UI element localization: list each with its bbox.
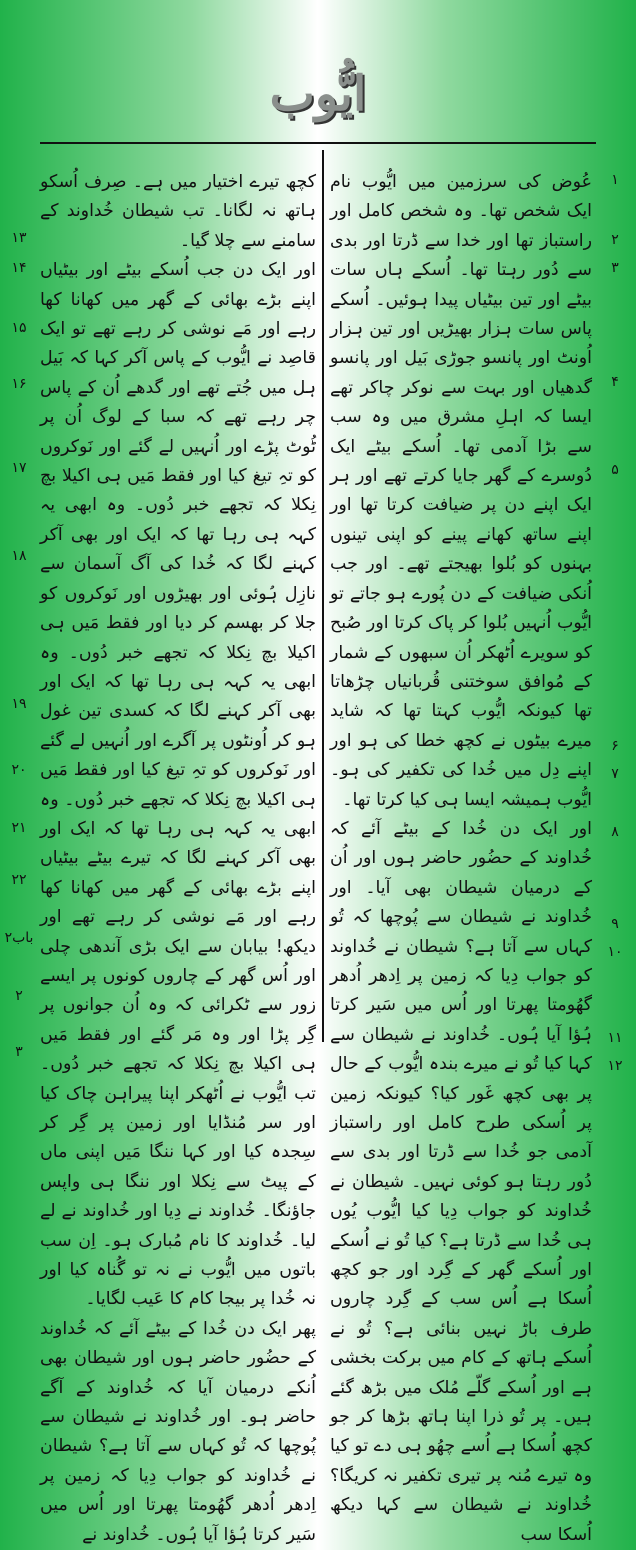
verse-number: ۸: [611, 824, 619, 840]
verse-number: ۱۶: [11, 376, 27, 392]
verse-number: ۲۲: [11, 872, 27, 888]
column-divider: [322, 150, 324, 1042]
verse-number: ۳: [15, 1044, 23, 1060]
title-rule: [40, 142, 596, 144]
paragraph: اور ایک دن جب اُسکے بیٹے اور بیٹیاں اپنے بڑے بھائی کے گھر میں کھانا کھا رہے اور مَے نوشی کر رہے تھے تو ایک قاصِد نے ایُّوب کے پاس آکر کہا کہ بَیل ہل میں جُتے تھے اور گدھے اُن کے پاس چر رہے تھے کہ سبا کے لوگ اُن پر ٹُوٹ پڑے اور اُنہیں لے گئے اور نَوکروں کو تہِ تیغ کیا اور فقط مَیں ہی اکیلا بچ نِکلا کہ تجھے خبر دُوں۔ وہ ابھی یہ کہہ ہی رہا تھا کہ ایک اور بھی آکر کہنے لگا کہ خُدا کی آگ آسمان سے نازِل ہُوئی اور بھیڑوں اور نَوکروں کو جلا کر بھسم کر دیا اور فقط مَیں ہی اکیلا بچ نِکلا کہ تجھے خبر دُوں۔ وہ ابھی یہ کہہ ہی رہا تھا کہ ایک اور بھی آکر کہنے لگا کہ کسدی تین غول ہو کر اُونٹوں پر آگرے اور اُنہیں لے گئے اور نَوکروں کو تہِ تیغ کیا اور فقط مَیں ہی اکیلا بچ نِکلا کہ تجھے خبر دُوں۔ وہ ابھی یہ کہہ ہی رہا تھا کہ ایک اور بھی آکر کہنے لگا کہ تیرے بیٹے بیٹیاں اپنے بڑے بھائی کے گھر میں کھانا کھا رہے اور مَے نوشی کر رہے تھے اور دیکھ! بیابان سے ایک بڑی آندھی چلی اور اُس گھر کے چاروں کونوں پر ایسے زور سے ٹکرائی کہ وہ اُن جوانوں پر گِر پڑا اور وہ مَر گئے اور فقط مَیں ہی اکیلا بچ نِکلا کہ تجھے خبر دُوں۔ تب ایُّوب نے اُٹھکر اپنا پیراہن چاک کیا اور سر مُنڈایا اور زمین پر گِر کر سِجدہ کیا اور کہا ننگا مَیں اپنی ماں کے پیٹ سے نِکلا اور ننگا ہی واپس جاؤنگا۔ خُداوند نے دِیا اور خُداوند نے لے لیا۔ خُداوند کا نام مُبارک ہو۔ اِن سب باتوں میں ایُّوب نے نہ تو گُناہ کیا اور نہ خُدا پر بیجا کام کا عَیب لگایا۔: [40, 260, 316, 1310]
verse-number: ۷: [611, 766, 619, 782]
verse-number: ۲: [15, 988, 23, 1004]
verse-number: ۱۴: [11, 260, 27, 276]
verse-number: ۱۳: [11, 230, 27, 246]
verse-number: ۱۰: [607, 944, 623, 960]
verse-number: ۱۲: [607, 1058, 623, 1074]
paragraph: اور ایک دن خُدا کے بیٹے آئے کہ خُداوند کے حضُور حاضر ہوں اور اُن کے درمیان شیطان بھی آیا۔ اور خُداوند نے شیطان سے پُوچھا کہ تُو کہاں سے آتا ہے؟ شیطان نے خُداوند کو جواب دِیا کہ زمین پر اِدھر اُدھر گھُومتا پھرتا اور اُس میں سَیر کرتا ہُؤا آیا ہُوں۔ خُداوند نے شیطان سے کہا کیا تُو نے میرے بندہ ایُّوب کے حال پر بھی کچھ غَور کیا؟ کیونکہ زمین پر اُسکی طرح کامل اور راستباز آدمی جو خُدا سے ڈرتا اور بدی سے دُور رہتا ہو کوئی نہیں۔ شیطان نے خُداوند کو جواب دِیا کیا ایُّوب یُوں ہی خُدا سے ڈرتا ہے؟ کیا تُو نے اُسکے اور اُسکے گھر کے گِرد اور جو کچھ اُسکا ہے اُس سب کے گِرد چاروں طرف باڑ نہیں بنائی ہے؟ تُو نے اُسکے ہاتھ کے کام میں برکت بخشی ہے اور اُسکے گلّے مُلک میں بڑھ گئے ہیں۔ پر تُو ذرا اپنا ہاتھ بڑھا کر جو کچھ اُسکا ہے اُسے چھُو ہی دے تو کیا وہ تیرے مُنہ پر تیری تکفیر نہ کریگا؟ خُداوند نے شیطان سے کہا دیکھ اُسکا سب: [329, 818, 592, 1545]
verse-number: ۱: [611, 172, 619, 188]
verse-number: ۴: [611, 374, 619, 390]
verse-number: ۵: [611, 462, 619, 478]
book-title: ایُّوب: [269, 66, 367, 122]
verse-number: ۱۵: [11, 320, 27, 336]
verse-numbers-right: [598, 168, 632, 1074]
verse-number: ۲۰: [11, 762, 27, 778]
verse-number: ۹: [611, 916, 619, 932]
verse-number: ۱۷: [11, 460, 27, 476]
verse-number: ۲: [611, 232, 619, 248]
verse-number: ۱۸: [11, 548, 27, 564]
verse-numbers-left: [2, 168, 36, 1060]
left-text-column: [40, 168, 316, 1545]
paragraph: عُوض کی سرزمین میں ایُّوب نام ایک شخص تھا۔ وہ شخص کامل اور راستباز تھا اور خدا سے ڈرتا اور بدی سے دُور رہتا تھا۔ اُسکے ہاں سات بیٹے اور تین بیٹیاں پیدا ہوئیں۔ اُسکے پاس سات ہزار بھیڑیں اور تین ہزار اُونٹ اور پانسو جوڑی بَیل اور پانسو گدھیاں اور بہت سے نوکر چاکر تھے ایسا کہ اہلِ مشرق میں وہ سب سے بڑا آدمی تھا۔ اُسکے بیٹے ایک دُوسرے کے گھر جایا کرتے تھے اور ہر ایک اپنے دن پر ضیافت کرتا تھا اور اپنے ساتھ کھانے پینے کو اپنی تینوں بہنوں کو بُلوا بھیجتے تھے۔ اور جب اُنکی ضیافت کے دن پُورے ہو جاتے تو ایُّوب اُنہیں بُلوا کر پاک کرتا اور صُبح کو سویرے اُٹھکر اُن سبھوں کے شمار کے مُوافق سوختنی قُربانیاں چڑھاتا تھا کیونکہ ایُّوب کہتا تھا کہ شاید میرے بیٹوں نے کچھ خطا کی ہو اور اپنے دِل میں خُدا کی تکفیر کی ہو۔ ایُّوب ہمیشہ ایسا ہی کیا کرتا تھا۔: [330, 172, 592, 810]
chapter-marker: باب۲: [4, 930, 34, 946]
verse-number: ۶: [611, 738, 619, 754]
verse-number: ۱۱: [607, 1030, 623, 1046]
paragraph: پھر ایک دن خُدا کے بیٹے آئے کہ خُداوند کے حضُور حاضر ہوں اور شیطان بھی اُنکے درمیان آیا کہ خُداوند کے آگے حاضر ہو۔ اور خُداوند نے شیطان سے پُوچھا کہ تُو کہاں سے آتا ہے؟ شیطان نے خُداوند کو جواب دِیا کہ زمین پر اِدھر اُدھر گھُومتا پھرتا اور اُس میں سَیر کرتا ہُؤا آیا ہُوں۔ خُداوند نے: [40, 1318, 316, 1545]
paragraph: کچھ تیرے اختیار میں ہے۔ صِرف اُسکو ہاتھ نہ لگانا۔ تب شیطان خُداوند کے سامنے سے چلا گیا۔: [40, 172, 316, 251]
verse-number: ۱۹: [11, 696, 27, 712]
verse-number: ۲۱: [11, 820, 27, 836]
right-text-column: [329, 168, 592, 1545]
verse-number: ۳: [611, 260, 619, 276]
